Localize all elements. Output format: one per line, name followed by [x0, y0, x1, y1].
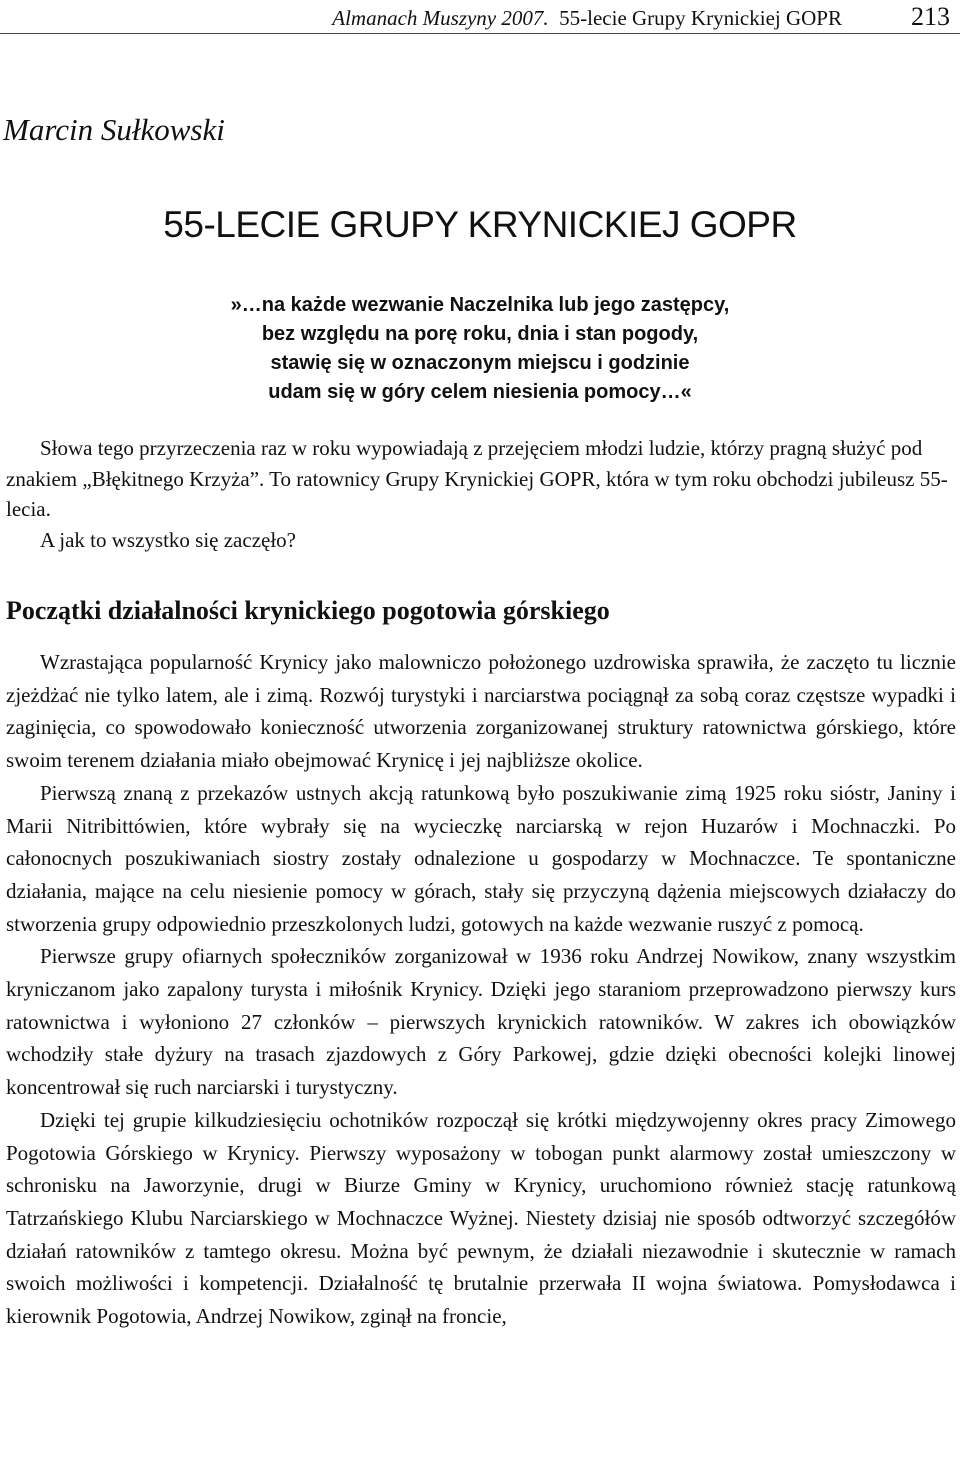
article-title: 55-LECIE GRUPY KRYNICKIEJ GOPR: [163, 204, 797, 245]
section-heading: Początki działalności krynickiego pogotowia górskiego: [6, 596, 610, 625]
oath-quote: [0, 291, 960, 407]
oath-line: udam się w góry celem niesienia pomocy…«: [268, 381, 692, 403]
publication-name: Almanach Muszyny 2007.: [332, 6, 549, 30]
intro-paragraph: A jak to wszystko się zaczęło?: [40, 527, 296, 552]
header-rule: [0, 33, 960, 34]
section-name: 55-lecie Grupy Krynickiej GOPR: [559, 6, 842, 30]
running-header: [0, 2, 960, 32]
article-body: [6, 646, 956, 1333]
article-author: Marcin Sułkowski: [3, 112, 225, 147]
body-paragraph: Pierwsze grupy ofiarnych społeczników zorganizował w 1936 roku Andrzej Nowikow, znany wszystkim kryniczanom jako zapalony turysta i miłośnik Krynicy. Dzięki jego staraniom przeprowadzono pierwszy kurs ratownictwa i wyłoniono 27 członków – pierwszych krynickich ratowników. W zakres ich obowiązków wchodziły stałe dyżury na trasach zjazdowych z Góry Parkowej, gdzie dzięki obecności kolejki linowej koncentrował się ruch narciarski i turystyczny.: [6, 944, 956, 1100]
intro-paragraph: Słowa tego przyrzeczenia raz w roku wypowiadają z przejęciem młodzi ludzie, którzy pragną służyć pod znakiem „Błękitnego Krzyża”. To ratownicy Grupy Krynickiej GOPR, która w tym roku obchodzi jubileusz 55-lecia.: [6, 436, 948, 521]
intro-section: [6, 433, 956, 555]
oath-line: »…na każde wezwanie Naczelnika lub jego zastępcy,: [230, 294, 730, 316]
oath-line: stawię się w oznaczonym miejscu i godzinie: [270, 352, 690, 374]
page-number: 213: [911, 2, 950, 31]
body-paragraph: Wzrastająca popularność Krynicy jako malowniczo położonego uzdrowiska sprawiła, że zaczęto tu licznie zjeżdżać nie tylko latem, ale i zimą. Rozwój turystyki i narciarstwa pociągnął za sobą coraz częstsze wypadki i zaginięcia, co spowodowało konieczność utworzenia zorganizowanej struktury ratownictwa górskiego, które swoim terenem działania miało obejmować Krynicę i jej najbliższe okolice.: [6, 650, 956, 773]
oath-line: bez względu na porę roku, dnia i stan pogody,: [261, 323, 699, 345]
running-header-text: [332, 6, 842, 31]
body-paragraph: Pierwszą znaną z przekazów ustnych akcją ratunkową było poszukiwanie zimą 1925 roku sióstr, Janiny i Marii Nitribittówien, które wybrały się na wycieczkę narciarską w rejon Huzarów i Mochnaczki. Po całonocnych poszukiwaniach siostry zostały odnalezione u gospodarzy w Mochnaczce. Te spontaniczne działania, mające na celu niesienie pomocy w górach, stały się przyczyną dążenia miejscowych działaczy do stworzenia grupy odpowiednio przeszkolonych ludzi, gotowych na każde wezwanie ruszyć z pomocą.: [6, 780, 956, 936]
body-paragraph: Dzięki tej grupie kilkudziesięciu ochotników rozpoczął się krótki międzywojenny okres pracy Zimowego Pogotowia Górskiego w Krynicy. Pierwszy wyposażony w tobogan punkt alarmowy został umieszczony w schronisku na Jaworzynie, drugi w Biurze Gminy w Krynicy, uruchomiono również stację ratunkową Tatrzańskiego Klubu Narciarskiego w Mochnaczce Wyżnej. Niestety dzisiaj nie sposób odtworzyć szczegółów działań ratowników z tamtego okresu. Można być pewnym, że działali niezawodnie i skutecznie w ramach swoich możliwości i kompetencji. Działalność tę brutalnie przerwała II wojna światowa. Pomysłodawca i kierownik Pogotowia, Andrzej Nowikow, zginął na froncie,: [6, 1107, 956, 1329]
